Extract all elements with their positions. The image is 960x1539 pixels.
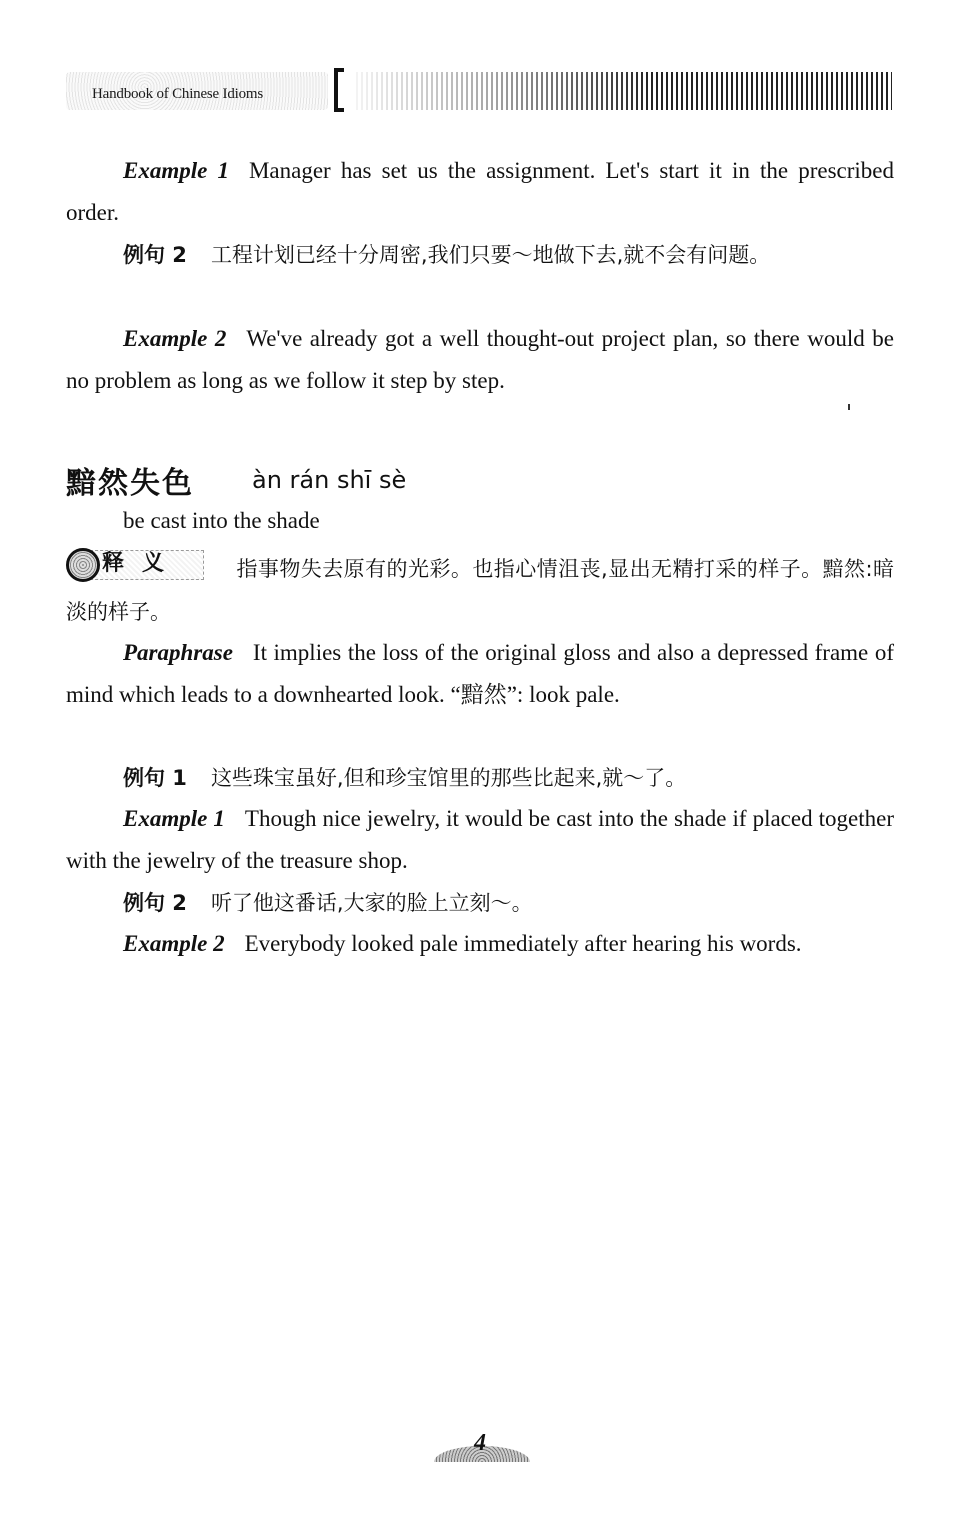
header-label-box xyxy=(66,72,328,110)
scan-mark xyxy=(848,404,850,410)
example1-en xyxy=(66,798,894,881)
example-text: Though nice jewelry, it would be cast into the shade if placed together with the jewelry of the treasure shop. xyxy=(66,806,894,873)
example-text: 工程计划已经十分周密,我们只要～地做下去,就不会有问题。 xyxy=(210,243,771,267)
example-label: Example 1 xyxy=(123,158,229,183)
paraphrase xyxy=(66,632,894,715)
idiom-headword: 黯然失色 xyxy=(66,466,194,501)
example1-cn xyxy=(66,757,894,800)
example-text: 这些珠宝虽好,但和珍宝馆里的那些比起来,就～了。 xyxy=(210,766,687,790)
example-label: Example 2 xyxy=(123,931,225,956)
example-label: Example 1 xyxy=(123,806,225,831)
idiom-pinyin: àn rán shī sè xyxy=(252,466,407,494)
paraphrase-label: Paraphrase xyxy=(123,640,233,665)
example-text: Manager has set us the assignment. Let's start it in the prescribed order. xyxy=(66,158,894,225)
definition-badge xyxy=(66,548,206,582)
prev-example2-en xyxy=(66,318,894,401)
idiom-translation: be cast into the shade xyxy=(123,508,320,533)
paraphrase-text: It implies the loss of the original gloss and also a depressed frame of mind which leads to a downhearted look. “黯然”: look pale. xyxy=(66,640,894,707)
circle-icon xyxy=(66,548,100,582)
definition-text: 指事物失去原有的光彩。也指心情沮丧,显出无精打采的样子。黯然:暗淡的样子。 xyxy=(66,557,894,624)
definition-cn xyxy=(66,548,894,633)
badge-label: 释义 xyxy=(102,551,183,576)
example2-en xyxy=(66,923,894,965)
example2-cn xyxy=(66,882,894,925)
book-title: Handbook of Chinese Idioms xyxy=(92,86,264,102)
page-folio xyxy=(434,1432,530,1462)
example-label: 例句 2 xyxy=(123,243,187,267)
prev-example1-en xyxy=(66,150,894,233)
bracket-icon xyxy=(334,68,344,112)
prev-example2-cn xyxy=(66,234,894,277)
example-label: 例句 2 xyxy=(123,891,187,915)
running-header xyxy=(66,68,892,114)
example-text: Everybody looked pale immediately after hearing his words. xyxy=(244,931,802,956)
example-text: 听了他这番话,大家的脸上立刻～。 xyxy=(210,891,533,915)
example-text: We've already got a well thought-out project plan, so there would be no problem as long as we follow it step by step. xyxy=(66,326,894,393)
header-stripe-band xyxy=(356,72,892,110)
example-label: Example 2 xyxy=(123,326,227,351)
page-number: 4 xyxy=(474,1430,486,1456)
example-label: 例句 1 xyxy=(123,766,187,790)
